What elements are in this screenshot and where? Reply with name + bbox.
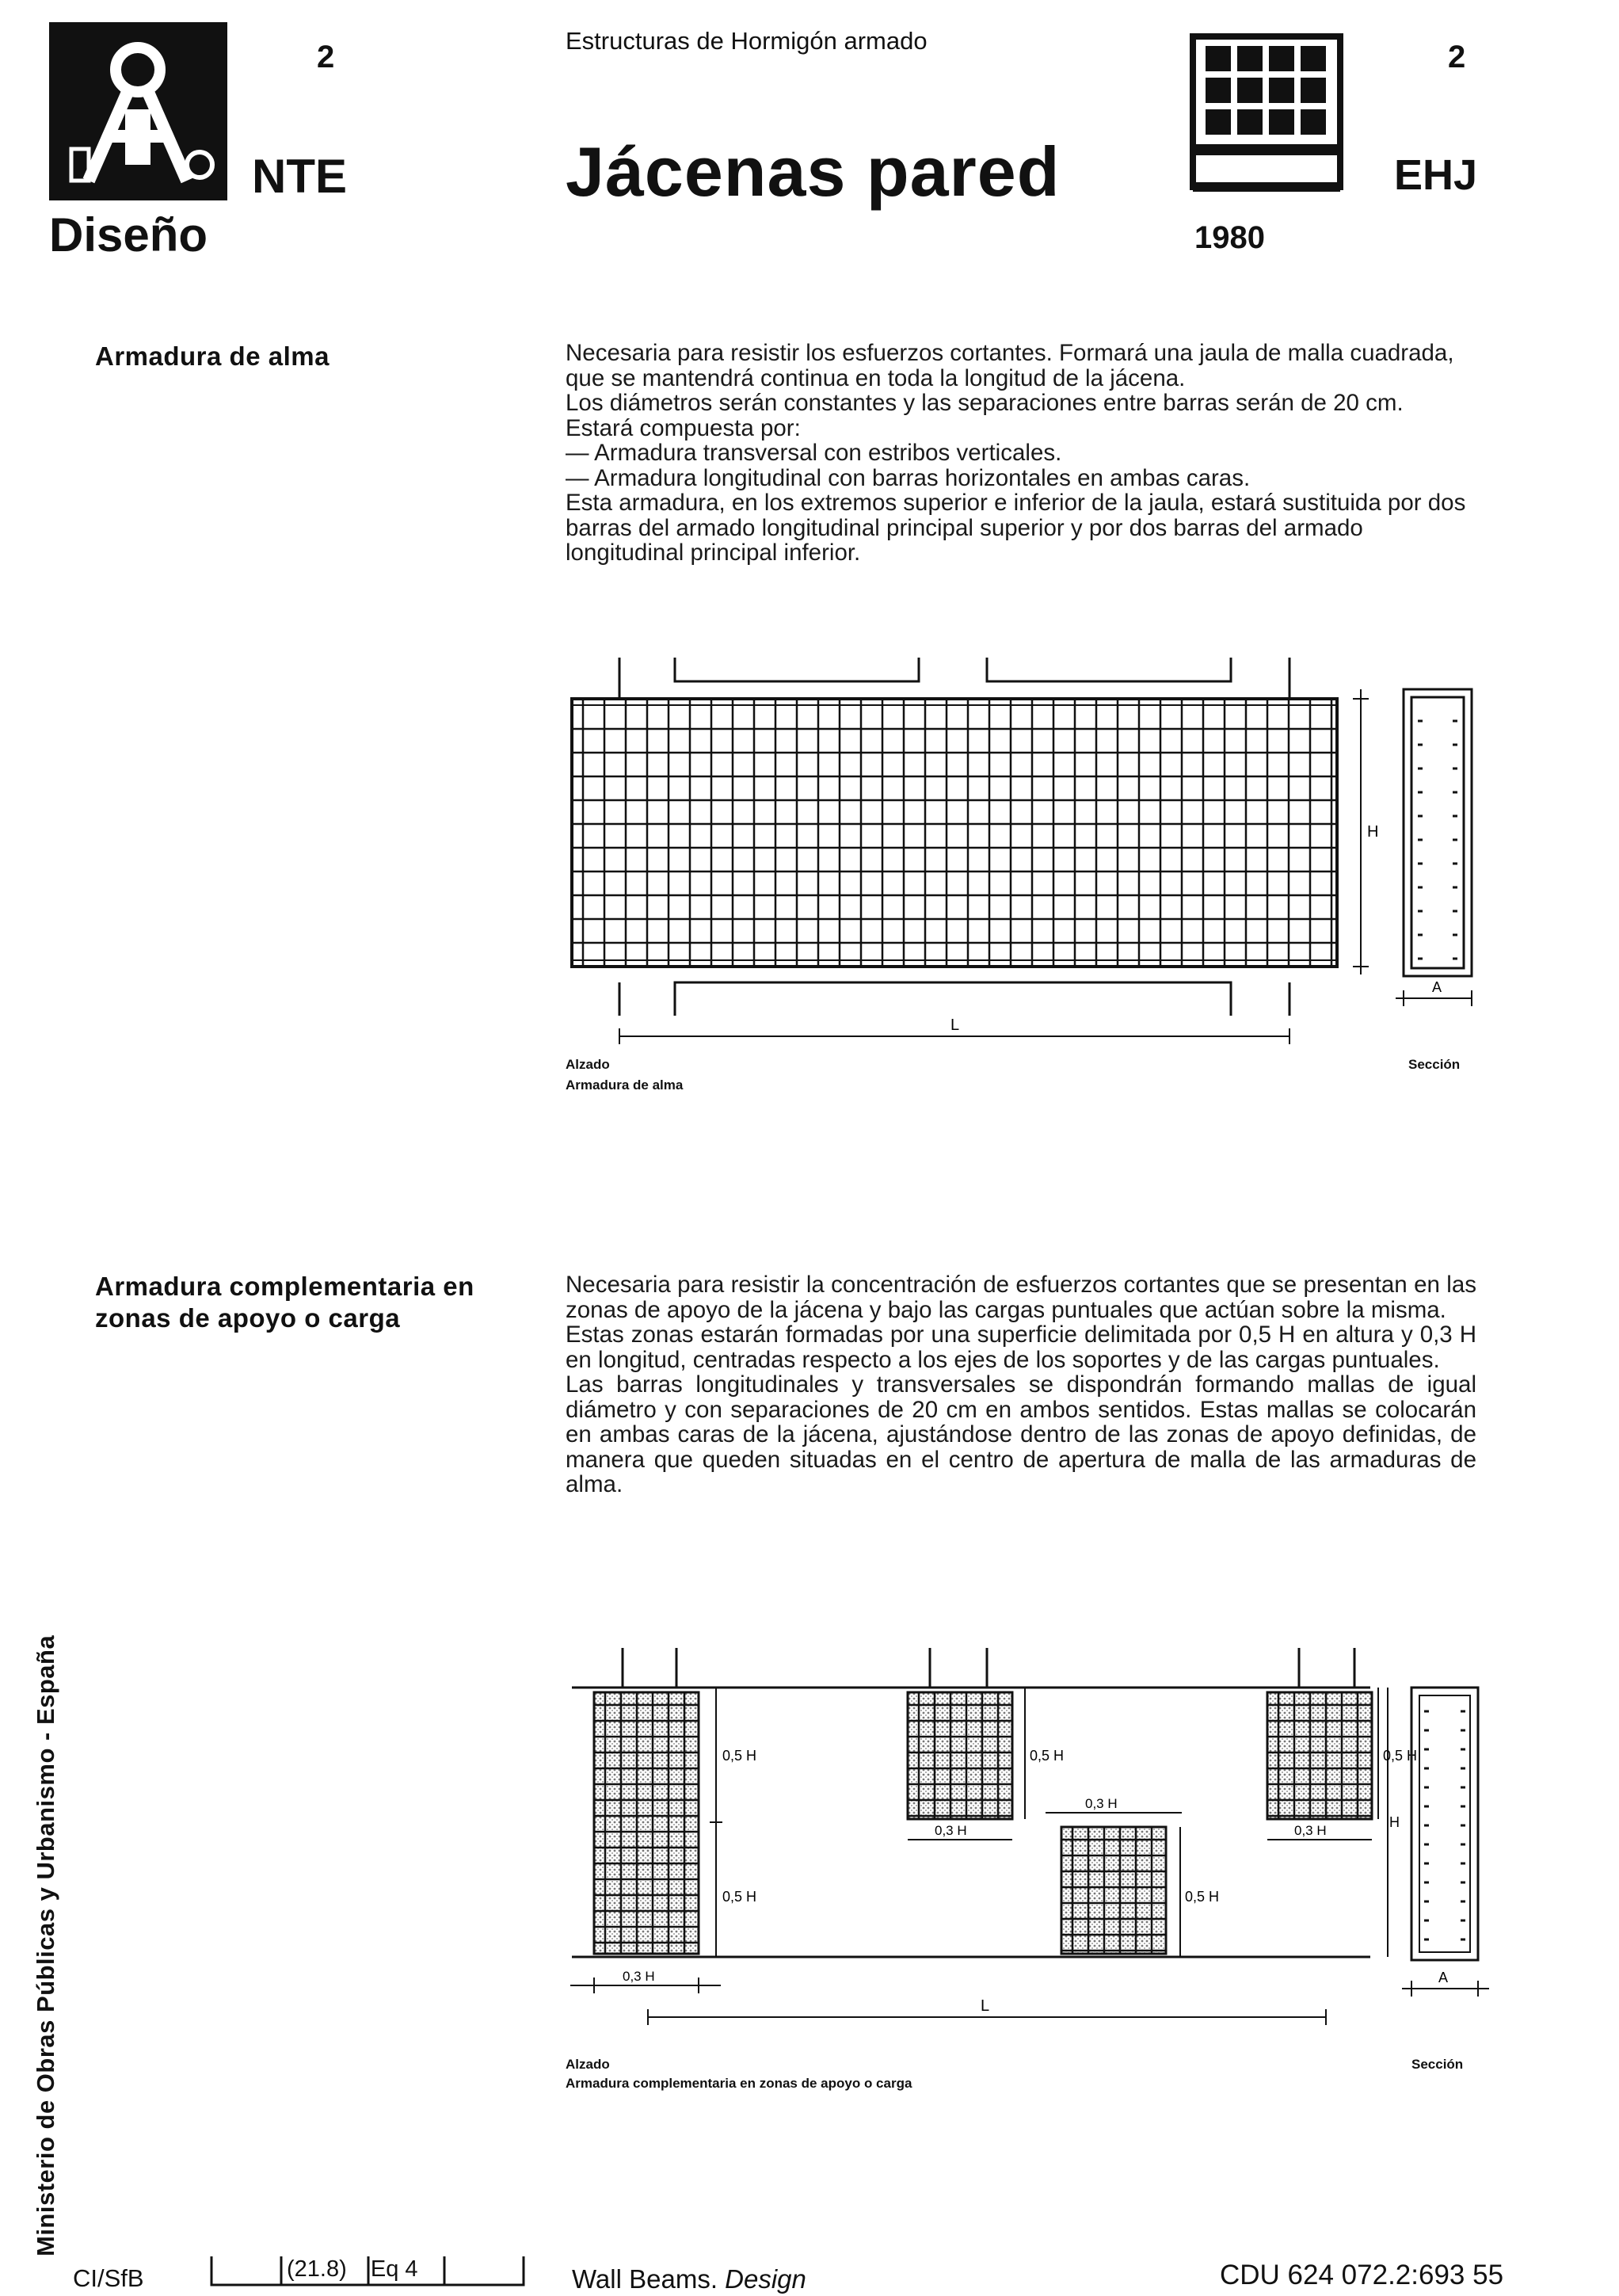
alzado-seccion-diagram-2 [547, 1640, 1497, 2052]
document-subtitle: Estructuras de Hormigón armado [566, 27, 928, 55]
section-text-alma [566, 341, 1476, 566]
grid-building-icon [1190, 33, 1343, 196]
list-item: — Armadura longitudinal con barras horizontales en ambas caras. [566, 464, 1251, 491]
figure-caption-alzado: Alzado [566, 1057, 610, 1072]
section-text-complementaria [566, 1272, 1476, 1497]
category-label: Diseño [49, 208, 208, 261]
dim-05h-label: 0,5 H [1185, 1889, 1220, 1905]
dim-03h-label: 0,3 H [935, 1823, 967, 1838]
dim-05h-label: 0,5 H [722, 1889, 757, 1905]
alzado-seccion-diagram [547, 650, 1497, 1046]
dimension-l-label: L [950, 1016, 960, 1034]
dimension-h-label: H [1367, 823, 1379, 841]
document-code: EHJ [1394, 151, 1478, 199]
figure-caption-sub: Armadura complementaria en zonas de apoyo o carga [566, 2076, 912, 2091]
dim-03h-label: 0,3 H [1294, 1823, 1327, 1838]
paragraph: Necesaria para resistir la concentración de esfuerzos cortantes que se presentan en las zonas de apoyo de la jácena y bajo las cargas puntuales que actúan sobre la misma. [566, 1272, 1476, 1323]
paragraph: Estará compuesta por: [566, 414, 801, 441]
page-title: Jácenas pared [566, 132, 1061, 211]
dim-03h-label: 0,3 H [1085, 1796, 1118, 1811]
nte-label: NTE [252, 150, 347, 203]
section-title-alma: Armadura de alma [95, 341, 330, 371]
web-reinforcement-grid [572, 699, 1337, 967]
nte-logo [49, 22, 227, 200]
section-view [1396, 689, 1472, 1006]
figure-caption-seccion: Sección [1411, 2057, 1464, 2072]
wall-beam-code-icon [1190, 33, 1343, 196]
footer-title [572, 2264, 806, 2294]
section-title-complementaria: Armadura complementaria en zonas de apoyo o carga [95, 1272, 474, 1333]
dimension-a-label: A [1438, 1970, 1449, 1985]
cisfb-label: CI/SfB [73, 2264, 144, 2292]
publication-year: 1980 [1194, 220, 1265, 255]
dimension-h-label: H [1389, 1814, 1400, 1830]
footer-title-en: Wall Beams. [572, 2264, 718, 2294]
figure-armadura-complementaria [547, 1640, 1497, 2052]
paragraph: Estas zonas estarán formadas por una superficie delimitada por 0,5 H en altura y 0,3 H en longitud, centradas respecto a los ejes de los soportes y de las cargas puntuales. [566, 1322, 1476, 1373]
dimension-a-label: A [1432, 979, 1442, 995]
dimension-l-label: L [981, 1997, 990, 2015]
dim-05h-label: 0,5 H [1383, 1748, 1418, 1764]
figure-caption-seccion: Sección [1408, 1057, 1461, 1072]
figure-armadura-alma [547, 650, 1497, 1046]
ref-code-2: Eq 4 [370, 2256, 418, 2282]
publisher-vertical-text: Ministerio de Obras Públicas y Urbanismo - España [32, 1634, 59, 2256]
paragraph: Necesaria para resistir los esfuerzos cortantes. Formará una jaula de malla cuadrada, que se mantendrá continua en toda la longitud de la jácena. [566, 340, 1454, 391]
classification-codes [287, 2256, 418, 2283]
ref-code-1: (21.8) [287, 2256, 347, 2282]
paragraph: Los diámetros serán constantes y las separaciones entre barras serán de 20 cm. [566, 390, 1404, 416]
compass-logo-icon [49, 22, 227, 200]
figure-caption-alzado: Alzado [566, 2057, 610, 2072]
series-number-right: 2 [1448, 40, 1466, 74]
support-zone-left [594, 1692, 699, 1954]
figure-caption-sub: Armadura de alma [566, 1077, 684, 1093]
paragraph: Esta armadura, en los extremos superior e inferior de la jaula, estará sustituida por dos barras del armado longitudinal principal superior y por dos barras del armado longitudinal principal inferior. [566, 490, 1466, 566]
footer-title-italic: Design [725, 2264, 806, 2294]
dim-05h-label: 0,5 H [722, 1748, 757, 1764]
dim-03h-label: 0,3 H [623, 1969, 655, 1984]
dim-05h-label: 0,5 H [1030, 1748, 1065, 1764]
cdu-code: CDU 624 072.2:693 55 [1220, 2260, 1504, 2290]
list-item: — Armadura transversal con estribos verticales. [566, 440, 1062, 466]
series-number-left: 2 [317, 40, 335, 74]
paragraph: Las barras longitudinales y transversales se dispondrán formando mallas de igual diámetro y con separaciones de 20 cm en ambos sentidos. Estas mallas se colocarán en ambas caras de la jácena, ajustándose dentro de las zonas de apoyo definidas, de manera que queden situadas en el centro de apertura de malla de las armaduras de alma. [566, 1371, 1476, 1497]
